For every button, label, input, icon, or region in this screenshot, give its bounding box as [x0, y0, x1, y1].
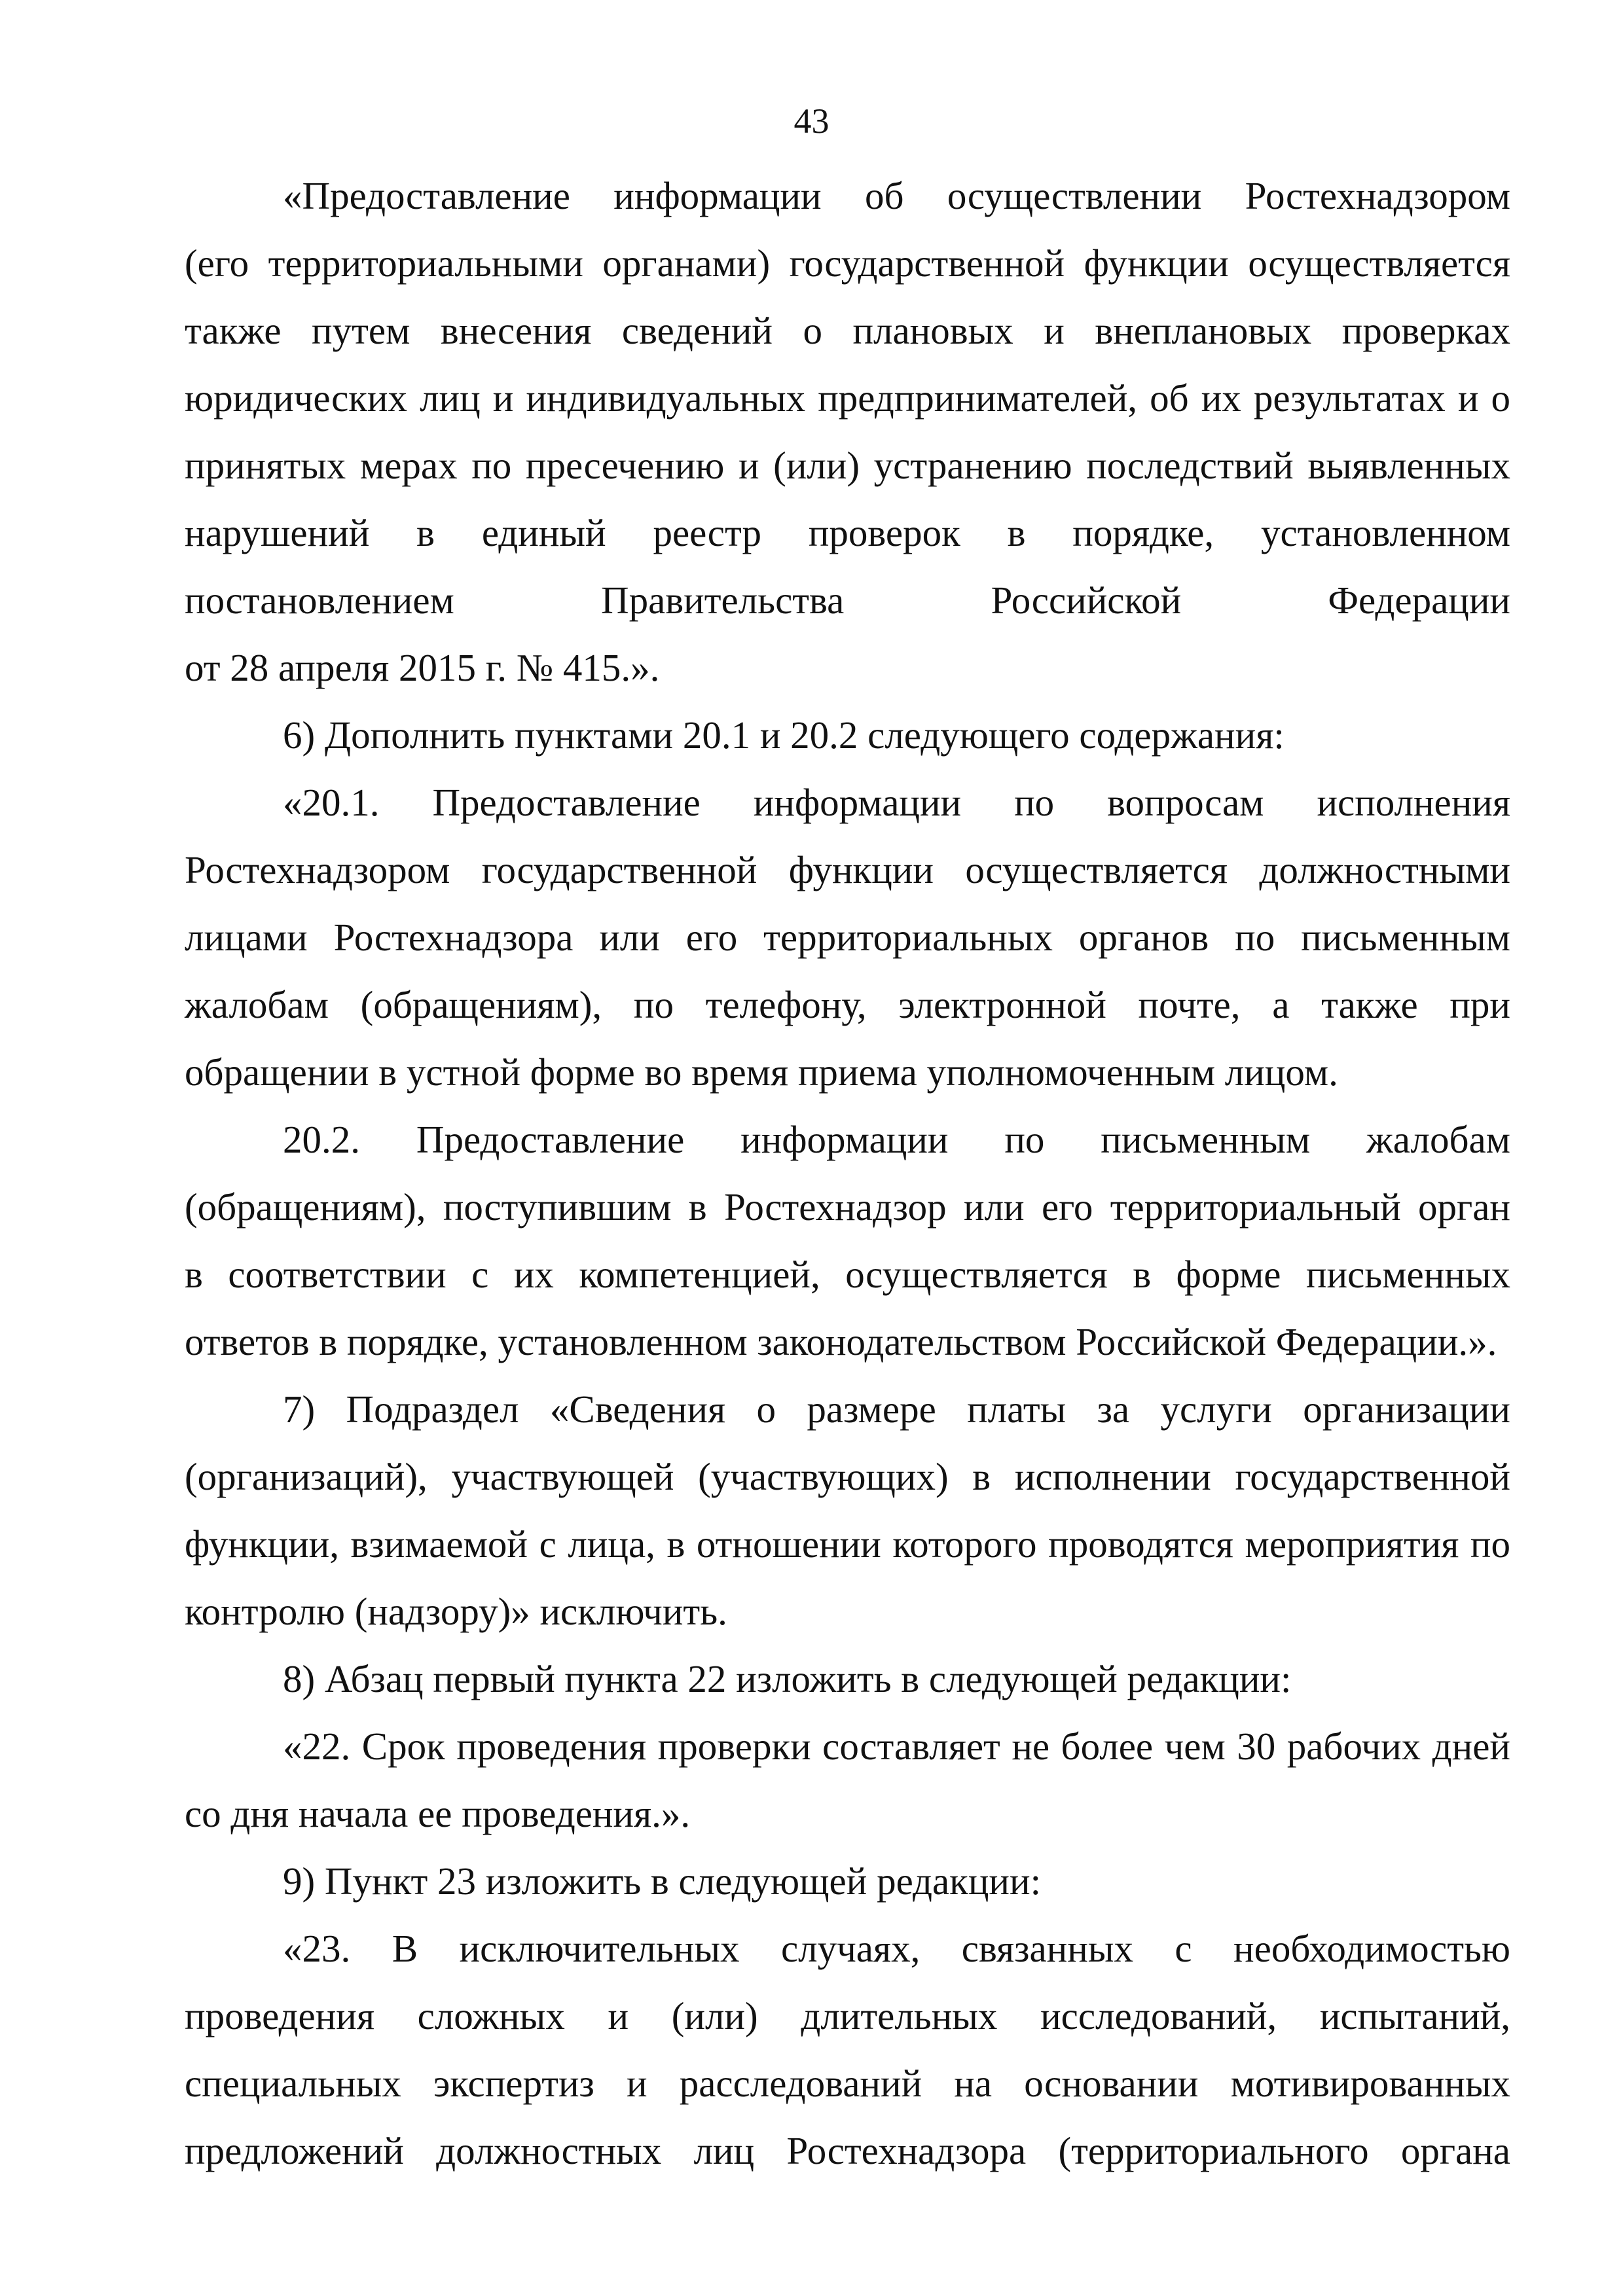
text-line: от 28 апреля 2015 г. № 415.». [185, 646, 660, 689]
text-line: (его территориальными органами) государственной функции осуществляется [185, 242, 1510, 285]
text-line: проведения сложных и (или) длительных исследований, испытаний, [185, 1994, 1510, 2037]
text-line: 20.2. Предоставление информации по письменным жалобам [283, 1118, 1510, 1161]
text-line: обращении в устной форме во время приема уполномоченным лицом. [185, 1050, 1338, 1094]
text-line: нарушений в единый реестр проверок в порядке, установленном [185, 511, 1510, 554]
text-line: лицами Ростехнадзора или его территориальных органов по письменным [185, 916, 1510, 959]
text-line: ответов в порядке, установленном законодательством Российской Федерации.». [185, 1320, 1497, 1363]
text-line: (организаций), участвующей (участвующих) в исполнении государственной [185, 1455, 1510, 1498]
text-line: 7) Подраздел «Сведения о размере платы за услуги организации [283, 1388, 1510, 1431]
text-line: 9) Пункт 23 изложить в следующей редакции: [283, 1859, 1041, 1903]
text-line: постановлением Правительства Российской Федерации [185, 579, 1510, 622]
text-line: «23. В исключительных случаях, связанных с необходимостью [283, 1927, 1510, 1970]
page-number: 43 [793, 101, 830, 141]
text-line: 8) Абзац первый пункта 22 изложить в следующей редакции: [283, 1657, 1292, 1700]
document-body [185, 162, 1510, 2185]
text-line: юридических лиц и индивидуальных предпринимателей, об их результатах и о [185, 376, 1510, 420]
text-line: «20.1. Предоставление информации по вопросам исполнения [283, 781, 1510, 824]
text-line: контролю (надзору)» исключить. [185, 1590, 727, 1633]
text-line: «22. Срок проведения проверки составляет не более чем 30 рабочих дней [283, 1725, 1510, 1768]
text-line: также путем внесения сведений о плановых и внеплановых проверках [185, 309, 1510, 352]
text-line: «Предоставление информации об осуществлении Ростехнадзором [283, 174, 1510, 217]
text-line: предложений должностных лиц Ростехнадзора (территориального органа [185, 2129, 1510, 2172]
text-line: со дня начала ее проведения.». [185, 1792, 691, 1835]
text-line: 6) Дополнить пунктами 20.1 и 20.2 следующего содержания: [283, 713, 1285, 757]
text-line: (обращениям), поступившим в Ростехнадзор или его территориальный орган [185, 1185, 1510, 1229]
text-line: в соответствии с их компетенцией, осуществляется в форме письменных [185, 1253, 1510, 1296]
text-line: жалобам (обращениям), по телефону, электронной почте, а также при [185, 983, 1510, 1026]
text-line: Ростехнадзором государственной функции осуществляется должностными [185, 848, 1510, 891]
text-line: функции, взимаемой с лица, в отношении которого проводятся мероприятия по [185, 1522, 1510, 1566]
text-line: принятых мерах по пресечению и (или) устранению последствий выявленных [185, 444, 1510, 487]
text-line: специальных экспертиз и расследований на основании мотивированных [185, 2062, 1510, 2105]
